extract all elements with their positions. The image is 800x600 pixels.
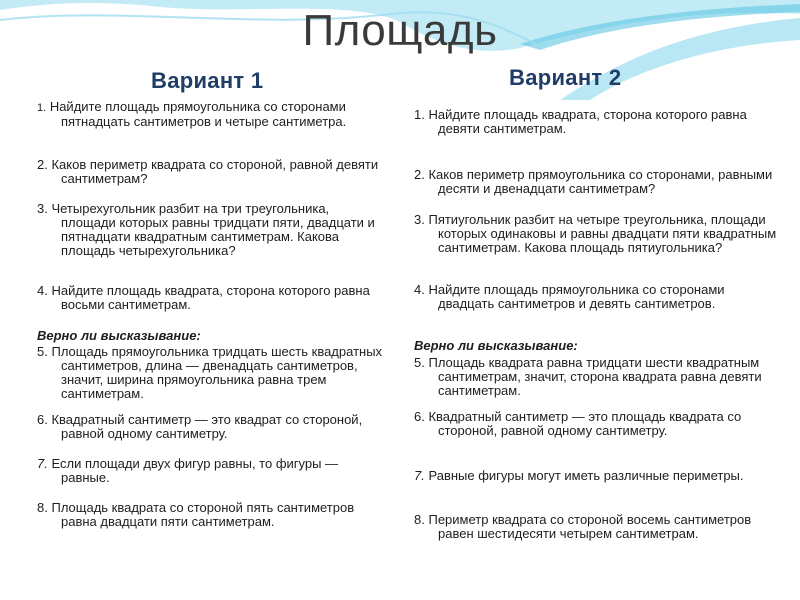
v1-task-4: 4. Найдите площадь квадрата, сторона которого равна восьми сантиметрам.: [37, 283, 370, 312]
v2-task-2: 2. Каков периметр прямоугольника со сторонами, равными десяти и двенадцати сантиметрам?: [414, 167, 773, 196]
v1-statement-8: 8. Площадь квадрата со стороной пять сантиметров равна двадцати пяти сантиметрам.: [37, 500, 355, 529]
v1-task-2: 2. Каков периметр квадрата со стороной, равной девяти сантиметрам?: [37, 157, 379, 186]
v2-statement-8: 8. Периметр квадрата со стороной восемь сантиметров равен шестидесяти четырем сантиметрам.: [414, 512, 752, 541]
v2-task-4: 4. Найдите площадь прямоугольника со сторонами двадцать сантиметров и девять сантиметров.: [414, 282, 725, 311]
v1-statement-5: 5. Площадь прямоугольника тридцать шесть квадратных сантиметров, длина — двенадцать сантиметров, значит, ширина прямоугольника равна трем сантиметрам.: [37, 344, 383, 401]
v2-statement-6: 6. Квадратный сантиметр — это площадь квадрата со стороной, равной одному сантиметру.: [414, 409, 742, 438]
variant1-title: Вариант 1: [151, 68, 264, 93]
variant2-title: Вариант 2: [509, 65, 622, 90]
v1-statement-heading: Верно ли высказывание:: [37, 328, 201, 343]
v1-statement-7: 7. Если площади двух фигур равны, то фигуры — равные.: [37, 456, 339, 485]
slide-title: Площадь: [302, 6, 498, 55]
v1-statement-6: 6. Квадратный сантиметр — это квадрат со стороной, равной одному сантиметру.: [37, 412, 363, 441]
v2-task-3: 3. Пятиугольник разбит на четыре треугольника, площади которых одинаковы и равны двадцати пяти квадратным сантиметрам. Какова площадь пятиугольника?: [414, 212, 777, 255]
v1-task-1: 1. Найдите площадь прямоугольника со сторонами пятнадцать сантиметров и четыре сантиметра.: [37, 99, 347, 129]
v2-statement-7: 7. Равные фигуры могут иметь различные периметры.: [414, 468, 744, 483]
v2-statement-heading: Верно ли высказывание:: [414, 338, 578, 353]
v2-statement-5: 5. Площадь квадрата равна тридцати шести квадратным сантиметрам, значит, сторона квадрата равна девяти сантиметрам.: [414, 355, 762, 398]
v1-task-3: 3. Четырехугольник разбит на три треугольника, площади которых равны тридцати пяти, двадцати и пятнадцати квадратным сантиметрам. Какова площадь четырехугольника?: [37, 201, 375, 258]
v2-task-1: 1. Найдите площадь квадрата, сторона которого равна девяти сантиметрам.: [414, 107, 747, 136]
